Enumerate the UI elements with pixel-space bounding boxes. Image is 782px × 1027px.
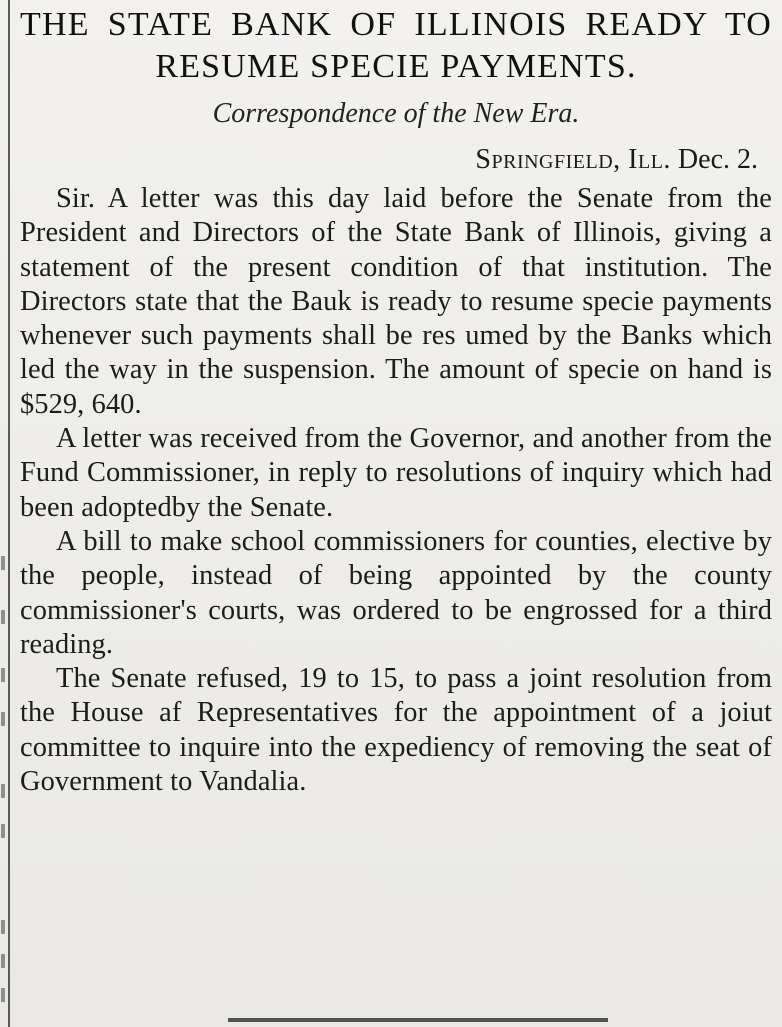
dateline-place: Springfield, Ill. [475, 144, 671, 175]
margin-mark [1, 920, 5, 934]
paragraph: A bill to make school commissioners for counties, elective by the people, instead of being appointed by the county commissioner's courts, was ordered to be engrossed for a third reading. [20, 525, 772, 660]
dateline-date: Dec. 2. [677, 144, 758, 175]
margin-mark [1, 988, 5, 1002]
closing-rule [228, 1018, 608, 1022]
paragraph: A letter was received from the Governor, and another from the Fund Commissioner, in reply to resolutions of inquiry which had been adoptedby the Senate. [20, 423, 772, 523]
article-column [20, 4, 772, 799]
adjacent-column-edge [0, 0, 8, 1027]
margin-mark [1, 556, 5, 570]
headline: THE STATE BANK OF ILLINOIS READY TO RESUME SPECIE PAYMENTS. [20, 6, 772, 85]
margin-mark [1, 712, 5, 726]
margin-mark [1, 610, 5, 624]
source-line: Correspondence of the New Era. [212, 98, 580, 129]
margin-mark [1, 824, 5, 838]
paragraph: Sir. A letter was this day laid before the Senate from the President and Directors of the State Bank of Illinois, giving a statement of the present condition of that institution. The Directors state that the Bauk is ready to resume specie payments whenever such payments shall be res umed by the Banks which led the way in the suspension. The amount of specie on hand is $529, 640. [20, 183, 772, 420]
margin-mark [1, 954, 5, 968]
margin-mark [1, 784, 5, 798]
dateline [20, 140, 772, 180]
paragraph: The Senate refused, 19 to 15, to pass a joint resolution from the House af Representatives for the appointment of a joiut committee to inquire into the expediency of removing the seat of Government to Vandalia. [20, 663, 772, 798]
margin-mark [1, 668, 5, 682]
column-rule [8, 0, 10, 1027]
